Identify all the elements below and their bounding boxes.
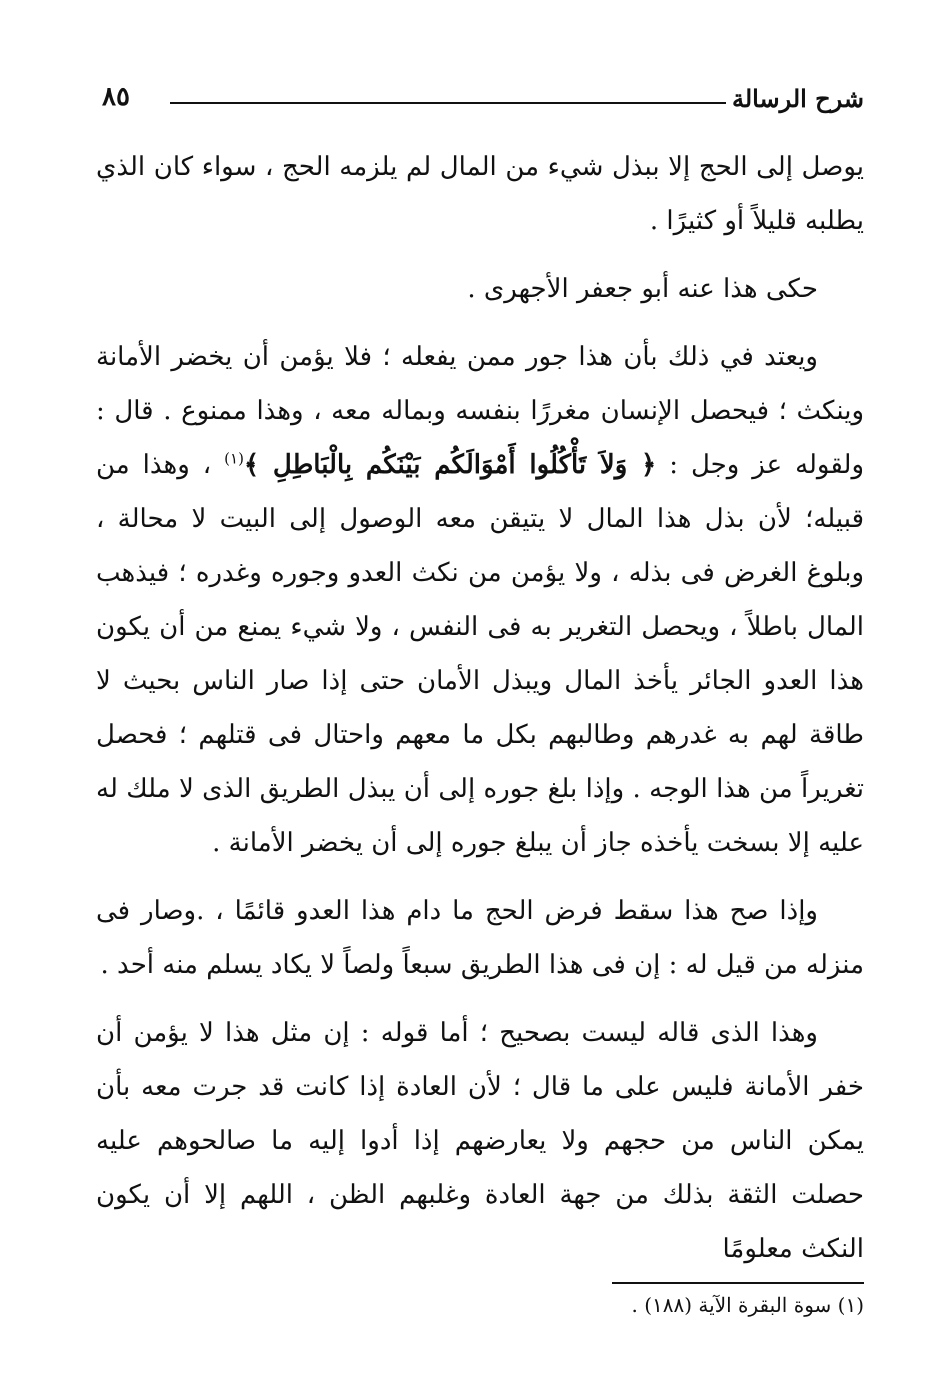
footnote: (١) سوة البقرة الآية (١٨٨) . (631, 1293, 864, 1317)
running-title: شرح الرسالة (731, 84, 864, 113)
footnote-marker[interactable]: (١) (224, 449, 244, 468)
header-rule (170, 102, 726, 104)
footnote-rule (612, 1282, 864, 1284)
main-text (96, 140, 864, 1290)
paragraph-3-after: ، وهذا من قبيله؛ لأن بذل هذا المال لا يتيقن معه الوصول إلى البيت لا محالة ، وبلوغ الغرض فى بذله ، ولا يؤمن من نكث العدو وجوره وغدره ؛ فيذهب المال باطلاً ، ويحصل التغرير به فى النفس ، ولا شيء يمنع من أن يكون هذا العدو الجائر يأخذ المال ويبذل الأمان حتى إذا صار الناس بحيث لا طاقة لهم به غدرهم وطالبهم بكل ما معهم واحتال فى قتلهم ؛ فحصل تغريراً من هذا الوجه . وإذا بلغ جوره إلى أن يبذل الطريق الذى لا ملك له عليه إلا بسخت يأخذه جاز أن يبلغ جوره إلى أن يخضر الأمانة . (96, 450, 864, 858)
page-number: ٨٥ (102, 82, 130, 112)
paragraph-5: وهذا الذى قاله ليست بصحيح ؛ أما قوله : إن مثل هذا لا يؤمن أن خفر الأمانة فليس على ما قال ؛ لأن العادة إذا كانت قد جرت معه بأن يمكن الناس من حجهم ولا يعارضهم إذا أدوا إليه ما صالحوهم عليه حصلت الثقة بذلك من جهة العادة وغلبهم الظن ، اللهم إلا أن يكون النكث معلومًا (96, 1018, 864, 1264)
paragraph-4: وإذا صح هذا سقط فرض الحج ما دام هذا العدو قائمًا ، .وصار فى منزله من قيل له : إن فى هذا الطريق سبعاً ولصاً لا يكاد يسلم منه أحد . (96, 896, 864, 980)
page-header (100, 78, 864, 118)
quran-quote: ﴿ وَلاَ تَأْكُلُوا أَمْوَالَكُم بَيْنَكُم بِالْبَاطِلِ ﴾ (243, 450, 657, 480)
paragraph-2: حكى هذا عنه أبو جعفر الأجهرى . (467, 274, 818, 304)
paragraph-3-before: ويعتد في ذلك بأن هذا جور ممن يفعله ؛ فلا يؤمن أن يخضر الأمانة وينكث ؛ فيحصل الإنسان مغررًا بنفسه وبماله معه ، وهذا ممنوع . قال : ولقوله عز وجل : (96, 342, 864, 480)
paragraph-3 (96, 330, 864, 870)
paragraph-1: يوصل إلى الحج إلا ببذل شيء من المال لم يلزمه الحج ، سواء كان الذي يطلبه قليلاً أو كثيرًا . (96, 152, 864, 236)
